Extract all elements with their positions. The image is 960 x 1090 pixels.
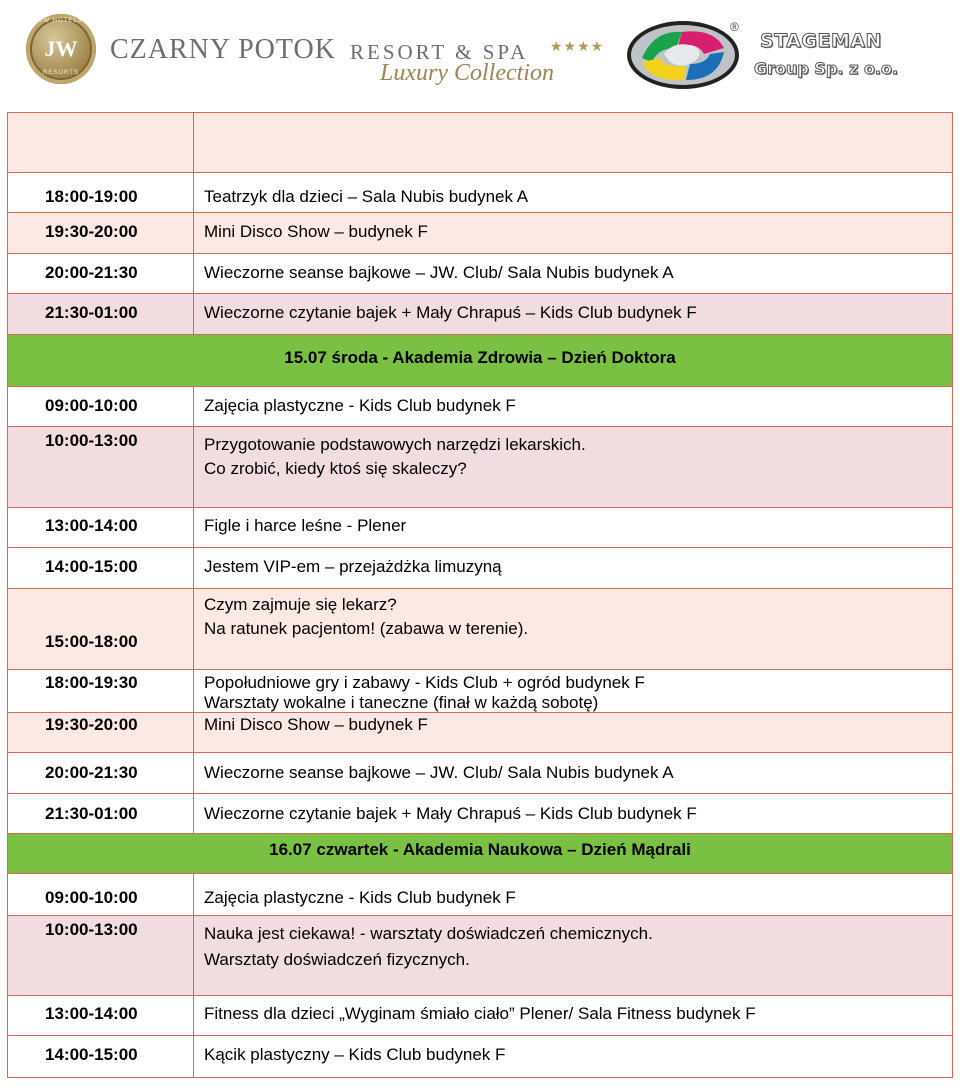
table-row [8,874,953,916]
activity-cell: Kącik plastyczny – Kids Club budynek F [194,1036,953,1078]
page-header [0,0,960,106]
day-header-row [8,834,953,874]
activity-cell: Zajęcia plastyczne - Kids Club budynek F [194,874,953,916]
activity-cell: Wieczorne czytanie bajek + Mały Chrapuś – Kids Club budynek F [194,294,953,335]
brand-name: CZARNY POTOK [110,34,336,65]
activity-cell: Jestem VIP-em – przejażdżka limuzyną [194,548,953,589]
jw-hotels-seal-logo [26,14,96,84]
stageman-name: STAGEMAN [760,30,882,52]
activity-cell [194,427,953,508]
day-header-16-07: 16.07 czwartek - Akademia Naukowa – Dzień Mądrali [8,834,953,874]
table-row [8,173,953,213]
time-cell: 10:00-13:00 [8,916,194,996]
time-cell [8,113,194,173]
time-cell: 21:30-01:00 [8,294,194,335]
table-row [8,996,953,1036]
activity-line: Co zrobić, kiedy ktoś się skaleczy? [204,459,467,478]
activity-cell: Teatrzyk dla dzieci – Sala Nubis budynek A [194,173,953,213]
table-row [8,387,953,427]
table-row [8,670,953,713]
stageman-emblem-logo [624,18,742,92]
seal-ring-bottom-text: RESORTS [43,70,79,76]
day-header-15-07: 15.07 środa - Akademia Zdrowia – Dzień Doktora [8,335,953,387]
table-row [8,916,953,996]
time-cell: 10:00-13:00 [8,427,194,508]
brand-resort-spa: RESORT & SPA [350,40,529,64]
time-cell: 14:00-15:00 [8,1036,194,1078]
activity-line: Na ratunek pacjentom! (zabawa w terenie). [204,619,529,638]
time-cell: 14:00-15:00 [8,548,194,589]
time-cell: 09:00-10:00 [8,874,194,916]
table-row [8,113,953,173]
time-cell: 15:00-18:00 [8,589,194,670]
activity-cell: Fitness dla dzieci „Wyginam śmiało ciało” Plener/ Sala Fitness budynek F [194,996,953,1036]
table-row [8,508,953,548]
activity-cell: Mini Disco Show – budynek F [194,213,953,254]
time-cell: 20:00-21:30 [8,254,194,294]
time-cell: 18:00-19:00 [8,173,194,213]
seal-ring-top-text: JW HOTELS [39,18,83,24]
table-row [8,1036,953,1078]
activity-cell [194,916,953,996]
table-row [8,427,953,508]
table-row [8,794,953,834]
stageman-company: Group Sp. z o.o. [754,59,899,78]
registered-mark: ® [730,20,739,34]
table-row [8,753,953,794]
activity-line: Nauka jest ciekawa! - warsztaty doświadczeń chemicznych. [204,924,653,943]
activity-line: Warsztaty doświadczeń fizycznych. [204,950,470,969]
time-cell: 09:00-10:00 [8,387,194,427]
time-cell: 20:00-21:30 [8,753,194,794]
time-cell: 13:00-14:00 [8,996,194,1036]
activity-cell: Wieczorne czytanie bajek + Mały Chrapuś – Kids Club budynek F [194,794,953,834]
activity-cell [194,589,953,670]
brand-stars: ★★★★ [550,38,605,54]
activity-cell: Mini Disco Show – budynek F [194,713,953,753]
activity-line: Popołudniowe gry i zabawy - Kids Club + ogród budynek F [204,673,645,692]
activity-line: Warsztaty wokalne i taneczne (finał w każdą sobotę) [204,693,599,712]
time-cell: 19:30-20:00 [8,213,194,254]
table-row [8,548,953,589]
time-cell: 21:30-01:00 [8,794,194,834]
table-row [8,589,953,670]
time-cell: 19:30-20:00 [8,713,194,753]
seal-monogram: JW [44,36,78,61]
activity-cell: Figle i harce leśne - Plener [194,508,953,548]
activity-cell [194,670,953,713]
table-row [8,213,953,254]
table-row [8,713,953,753]
time-cell: 18:00-19:30 [8,670,194,713]
schedule-table [7,112,953,1078]
activity-line: Czym zajmuje się lekarz? [204,595,397,614]
activity-line: Przygotowanie podstawowych narzędzi lekarskich. [204,435,586,454]
table-row [8,294,953,335]
brand-collection: Luxury Collection [380,60,554,86]
time-cell: 13:00-14:00 [8,508,194,548]
activity-cell: Wieczorne seanse bajkowe – JW. Club/ Sala Nubis budynek A [194,753,953,794]
activity-cell: Wieczorne seanse bajkowe – JW. Club/ Sala Nubis budynek A [194,254,953,294]
activity-cell: Zajęcia plastyczne - Kids Club budynek F [194,387,953,427]
activity-cell [194,113,953,173]
day-header-row [8,335,953,387]
table-row [8,254,953,294]
